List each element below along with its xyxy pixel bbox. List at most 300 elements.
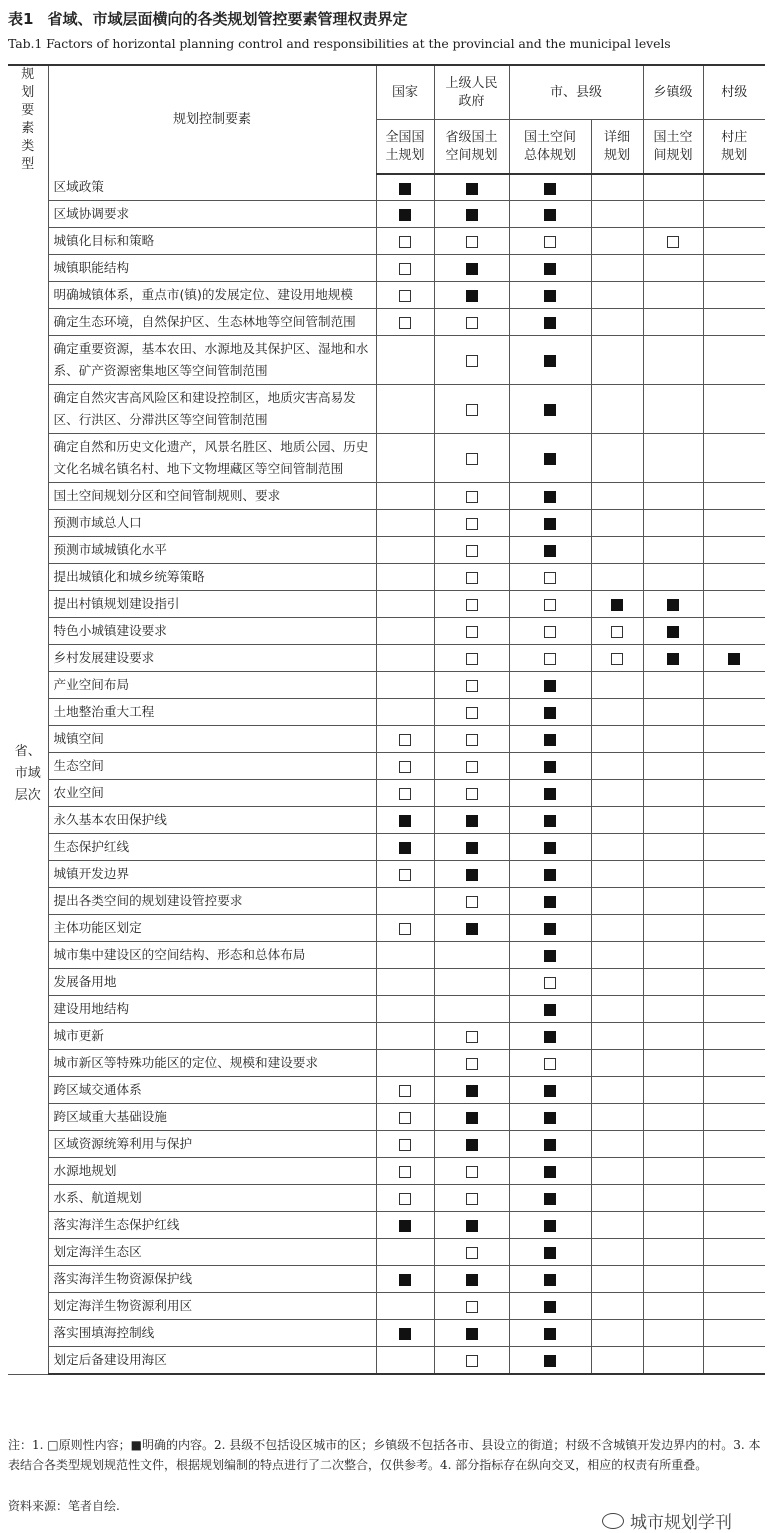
element-name: 区域协调要求 (48, 201, 376, 228)
mark-cell (509, 888, 591, 915)
mark-cell (434, 564, 509, 591)
mark-cell (591, 1320, 643, 1347)
filled-square-icon (544, 183, 556, 195)
element-name: 确定重要资源，基本农田、水源地及其保护区、湿地和水系、矿产资源密集地区等空间管制范围 (48, 336, 376, 385)
mark-cell (376, 282, 434, 309)
mark-cell (376, 1023, 434, 1050)
mark-cell (376, 1320, 434, 1347)
mark-cell (509, 834, 591, 861)
mark-cell (509, 1293, 591, 1320)
filled-square-icon (544, 1139, 556, 1151)
mark-cell (703, 1104, 765, 1131)
element-name: 水源地规划 (48, 1158, 376, 1185)
mark-cell (509, 807, 591, 834)
mark-cell (509, 1104, 591, 1131)
mark-cell (376, 1293, 434, 1320)
filled-square-icon (466, 1085, 478, 1097)
table-row (8, 618, 765, 645)
mark-cell (509, 336, 591, 385)
open-square-icon (399, 788, 411, 800)
element-name: 生态空间 (48, 753, 376, 780)
mark-cell (376, 1266, 434, 1293)
mark-cell (643, 645, 703, 672)
mark-cell (376, 255, 434, 282)
header-category: 规划要素类型 (8, 65, 48, 174)
watermark (602, 1508, 732, 1533)
table-row (8, 834, 765, 861)
mark-cell (591, 1293, 643, 1320)
filled-square-icon (544, 1166, 556, 1178)
element-name: 城镇开发边界 (48, 861, 376, 888)
open-square-icon (466, 453, 478, 465)
filled-square-icon (544, 761, 556, 773)
mark-cell (376, 201, 434, 228)
mark-cell (434, 726, 509, 753)
mark-cell (591, 753, 643, 780)
filled-square-icon (544, 1247, 556, 1259)
table-row (8, 483, 765, 510)
element-name: 确定生态环境，自然保护区、生态林地等空间管制范围 (48, 309, 376, 336)
open-square-icon (399, 1166, 411, 1178)
mark-cell (591, 385, 643, 434)
mark-cell (376, 1050, 434, 1077)
filled-square-icon (667, 599, 679, 611)
element-name: 城市集中建设区的空间结构、形态和总体布局 (48, 942, 376, 969)
mark-cell (703, 1050, 765, 1077)
table-row (8, 1104, 765, 1131)
table-row (8, 969, 765, 996)
element-name: 生态保护红线 (48, 834, 376, 861)
mark-cell (509, 861, 591, 888)
filled-square-icon (667, 626, 679, 638)
table-row (8, 255, 765, 282)
header-element: 规划控制要素 (48, 65, 376, 174)
element-name: 划定后备建设用海区 (48, 1347, 376, 1375)
mark-cell (591, 282, 643, 309)
mark-cell (643, 510, 703, 537)
mark-cell (591, 255, 643, 282)
header-plan-provincial: 省级国土空间规划 (434, 120, 509, 175)
mark-cell (434, 255, 509, 282)
mark-cell (643, 537, 703, 564)
filled-square-icon (544, 355, 556, 367)
element-name: 发展备用地 (48, 969, 376, 996)
mark-cell (376, 228, 434, 255)
element-name: 划定海洋生态区 (48, 1239, 376, 1266)
mark-cell (703, 309, 765, 336)
open-square-icon (466, 626, 478, 638)
mark-cell (434, 309, 509, 336)
mark-cell (509, 1212, 591, 1239)
filled-square-icon (399, 1274, 411, 1286)
mark-cell (643, 1266, 703, 1293)
filled-square-icon (544, 1031, 556, 1043)
filled-square-icon (544, 1004, 556, 1016)
mark-cell (643, 618, 703, 645)
open-square-icon (466, 734, 478, 746)
open-square-icon (466, 1193, 478, 1205)
mark-cell (703, 672, 765, 699)
mark-cell (591, 888, 643, 915)
open-square-icon (544, 626, 556, 638)
mark-cell (591, 1077, 643, 1104)
mark-cell (643, 1023, 703, 1050)
table-row (8, 780, 765, 807)
table-row (8, 564, 765, 591)
filled-square-icon (466, 263, 478, 275)
table-row (8, 645, 765, 672)
mark-cell (434, 228, 509, 255)
mark-cell (434, 201, 509, 228)
mark-cell (703, 510, 765, 537)
filled-square-icon (544, 453, 556, 465)
mark-cell (591, 861, 643, 888)
level-label: 省、市域层次 (14, 743, 41, 803)
mark-cell (703, 1158, 765, 1185)
table-title-text: 省域、市域层面横向的各类规划管控要素管理权责界定 (47, 10, 408, 28)
mark-cell (376, 537, 434, 564)
mark-cell (643, 434, 703, 483)
filled-square-icon (466, 842, 478, 854)
open-square-icon (399, 761, 411, 773)
mark-cell (643, 255, 703, 282)
mark-cell (703, 726, 765, 753)
filled-square-icon (544, 1193, 556, 1205)
element-name: 区域政策 (48, 174, 376, 201)
mark-cell (376, 753, 434, 780)
table-row (8, 1320, 765, 1347)
mark-cell (591, 1050, 643, 1077)
filled-square-icon (399, 209, 411, 221)
source-note: 资料来源：笔者自绘. (8, 1499, 120, 1513)
filled-square-icon (466, 183, 478, 195)
header-group-village: 村级 (703, 65, 765, 120)
filled-square-icon (544, 404, 556, 416)
table-row (8, 726, 765, 753)
mark-cell (703, 1023, 765, 1050)
mark-cell (434, 645, 509, 672)
mark-cell (591, 726, 643, 753)
mark-cell (703, 618, 765, 645)
mark-cell (591, 510, 643, 537)
level-cell (8, 174, 48, 1374)
header-plan-master: 国土空间总体规划 (509, 120, 591, 175)
filled-square-icon (399, 183, 411, 195)
mark-cell (376, 434, 434, 483)
open-square-icon (399, 734, 411, 746)
open-square-icon (544, 236, 556, 248)
mark-cell (434, 336, 509, 385)
mark-cell (591, 780, 643, 807)
mark-cell (509, 255, 591, 282)
filled-square-icon (466, 290, 478, 302)
table-row (8, 672, 765, 699)
mark-cell (703, 780, 765, 807)
mark-cell (376, 942, 434, 969)
mark-cell (591, 483, 643, 510)
table-row (8, 1131, 765, 1158)
mark-cell (376, 336, 434, 385)
mark-cell (376, 309, 434, 336)
element-name: 预测市域城镇化水平 (48, 537, 376, 564)
open-square-icon (399, 317, 411, 329)
mark-cell (434, 888, 509, 915)
element-name: 划定海洋生物资源利用区 (48, 1293, 376, 1320)
filled-square-icon (466, 1274, 478, 1286)
open-square-icon (466, 572, 478, 584)
header-group-city-county: 市、县级 (509, 65, 643, 120)
filled-square-icon (544, 209, 556, 221)
filled-square-icon (544, 869, 556, 881)
mark-cell (434, 780, 509, 807)
mark-cell (643, 1104, 703, 1131)
mark-cell (703, 591, 765, 618)
responsibility-table-wrapper (8, 64, 765, 1375)
filled-square-icon (544, 1355, 556, 1367)
open-square-icon (399, 923, 411, 935)
open-square-icon (667, 236, 679, 248)
filled-square-icon (466, 1220, 478, 1232)
table-row (8, 699, 765, 726)
table-row (8, 228, 765, 255)
open-square-icon (544, 653, 556, 665)
mark-cell (376, 591, 434, 618)
mark-cell (591, 174, 643, 201)
open-square-icon (466, 545, 478, 557)
open-square-icon (466, 236, 478, 248)
header-plan-detailed: 详细规划 (591, 120, 643, 175)
mark-cell (376, 672, 434, 699)
open-square-icon (466, 707, 478, 719)
filled-square-icon (544, 1085, 556, 1097)
mark-cell (509, 309, 591, 336)
mark-cell (591, 309, 643, 336)
mark-cell (509, 1320, 591, 1347)
mark-cell (434, 915, 509, 942)
mark-cell (703, 1293, 765, 1320)
element-name: 跨区域重大基础设施 (48, 1104, 376, 1131)
mark-cell (376, 699, 434, 726)
mark-cell (703, 861, 765, 888)
mark-cell (434, 1185, 509, 1212)
wechat-icon (602, 1513, 624, 1529)
open-square-icon (466, 355, 478, 367)
mark-cell (643, 1185, 703, 1212)
table-row (8, 282, 765, 309)
mark-cell (591, 969, 643, 996)
header-plan-national: 全国国土规划 (376, 120, 434, 175)
element-name: 城镇空间 (48, 726, 376, 753)
element-name: 落实海洋生物资源保护线 (48, 1266, 376, 1293)
mark-cell (376, 726, 434, 753)
mark-cell (509, 228, 591, 255)
mark-cell (434, 996, 509, 1023)
mark-cell (591, 336, 643, 385)
mark-cell (591, 591, 643, 618)
element-name: 落实围填海控制线 (48, 1320, 376, 1347)
mark-cell (434, 483, 509, 510)
mark-cell (591, 834, 643, 861)
mark-cell (509, 385, 591, 434)
mark-cell (703, 336, 765, 385)
mark-cell (509, 1266, 591, 1293)
mark-cell (643, 228, 703, 255)
filled-square-icon (544, 923, 556, 935)
element-name: 提出村镇规划建设指引 (48, 591, 376, 618)
mark-cell (643, 1131, 703, 1158)
mark-cell (643, 385, 703, 434)
mark-cell (591, 915, 643, 942)
element-name: 产业空间布局 (48, 672, 376, 699)
filled-square-icon (399, 1328, 411, 1340)
table-row (8, 510, 765, 537)
mark-cell (376, 1212, 434, 1239)
table-row (8, 888, 765, 915)
mark-cell (643, 753, 703, 780)
mark-cell (643, 1347, 703, 1375)
mark-cell (591, 1131, 643, 1158)
mark-cell (591, 618, 643, 645)
table-row (8, 753, 765, 780)
open-square-icon (399, 1193, 411, 1205)
element-name: 预测市域总人口 (48, 510, 376, 537)
mark-cell (509, 1158, 591, 1185)
open-square-icon (466, 1166, 478, 1178)
open-square-icon (611, 653, 623, 665)
table-row (8, 309, 765, 336)
mark-cell (376, 1077, 434, 1104)
table-row (8, 174, 765, 201)
mark-cell (434, 1320, 509, 1347)
filled-square-icon (544, 842, 556, 854)
open-square-icon (399, 1085, 411, 1097)
open-square-icon (466, 1058, 478, 1070)
filled-square-icon (544, 491, 556, 503)
filled-square-icon (466, 209, 478, 221)
mark-cell (591, 996, 643, 1023)
mark-cell (591, 1212, 643, 1239)
mark-cell (591, 564, 643, 591)
mark-cell (703, 1077, 765, 1104)
element-name: 城镇职能结构 (48, 255, 376, 282)
mark-cell (376, 1239, 434, 1266)
mark-cell (376, 888, 434, 915)
mark-cell (509, 672, 591, 699)
mark-cell (591, 1104, 643, 1131)
mark-cell (434, 807, 509, 834)
header-plan-village: 村庄规划 (703, 120, 765, 175)
mark-cell (643, 201, 703, 228)
mark-cell (703, 228, 765, 255)
mark-cell (591, 672, 643, 699)
mark-cell (376, 1158, 434, 1185)
mark-cell (509, 1131, 591, 1158)
mark-cell (643, 1320, 703, 1347)
mark-cell (591, 942, 643, 969)
header-group-national: 国家 (376, 65, 434, 120)
table-title (8, 8, 407, 29)
table-row (8, 201, 765, 228)
mark-cell (376, 385, 434, 434)
filled-square-icon (728, 653, 740, 665)
element-name: 主体功能区划定 (48, 915, 376, 942)
table-row (8, 1185, 765, 1212)
mark-cell (703, 564, 765, 591)
mark-cell (591, 1023, 643, 1050)
open-square-icon (466, 1355, 478, 1367)
mark-cell (703, 807, 765, 834)
mark-cell (434, 510, 509, 537)
element-name: 区域资源统筹利用与保护 (48, 1131, 376, 1158)
mark-cell (643, 1158, 703, 1185)
mark-cell (434, 385, 509, 434)
element-name: 确定自然灾害高风险区和建设控制区，地质灾害高易发区、行洪区、分滞洪区等空间管制范围 (48, 385, 376, 434)
mark-cell (376, 645, 434, 672)
open-square-icon (399, 1112, 411, 1124)
mark-cell (591, 1158, 643, 1185)
open-square-icon (466, 491, 478, 503)
filled-square-icon (466, 923, 478, 935)
mark-cell (643, 672, 703, 699)
mark-cell (434, 969, 509, 996)
filled-square-icon (466, 1328, 478, 1340)
mark-cell (434, 1077, 509, 1104)
filled-square-icon (544, 1274, 556, 1286)
mark-cell (509, 1023, 591, 1050)
mark-cell (434, 1293, 509, 1320)
mark-cell (643, 336, 703, 385)
mark-cell (376, 1104, 434, 1131)
mark-cell (643, 591, 703, 618)
mark-cell (643, 888, 703, 915)
mark-cell (509, 1347, 591, 1375)
mark-cell (643, 174, 703, 201)
table-row (8, 807, 765, 834)
mark-cell (643, 699, 703, 726)
element-name: 明确城镇体系，重点市(镇)的发展定位、建设用地规模 (48, 282, 376, 309)
element-name: 永久基本农田保护线 (48, 807, 376, 834)
mark-cell (703, 174, 765, 201)
mark-cell (376, 807, 434, 834)
mark-cell (591, 1239, 643, 1266)
mark-cell (703, 537, 765, 564)
open-square-icon (466, 518, 478, 530)
filled-square-icon (544, 734, 556, 746)
mark-cell (591, 699, 643, 726)
mark-cell (434, 591, 509, 618)
open-square-icon (399, 263, 411, 275)
filled-square-icon (399, 842, 411, 854)
element-name: 提出城镇化和城乡统筹策略 (48, 564, 376, 591)
element-name: 落实海洋生态保护红线 (48, 1212, 376, 1239)
mark-cell (703, 996, 765, 1023)
mark-cell (509, 645, 591, 672)
table-subtitle: Tab.1 Factors of horizontal planning control and responsibilities at the provincial and the municipal levels (8, 36, 671, 51)
mark-cell (509, 915, 591, 942)
mark-cell (591, 807, 643, 834)
mark-cell (376, 1131, 434, 1158)
filled-square-icon (399, 1220, 411, 1232)
mark-cell (643, 1293, 703, 1320)
mark-cell (509, 618, 591, 645)
mark-cell (643, 915, 703, 942)
element-name: 确定自然和历史文化遗产，风景名胜区、地质公园、历史文化名城名镇名村、地下文物埋藏区等空间管制范围 (48, 434, 376, 483)
mark-cell (703, 1131, 765, 1158)
open-square-icon (399, 236, 411, 248)
filled-square-icon (544, 1112, 556, 1124)
mark-cell (509, 201, 591, 228)
mark-cell (509, 174, 591, 201)
